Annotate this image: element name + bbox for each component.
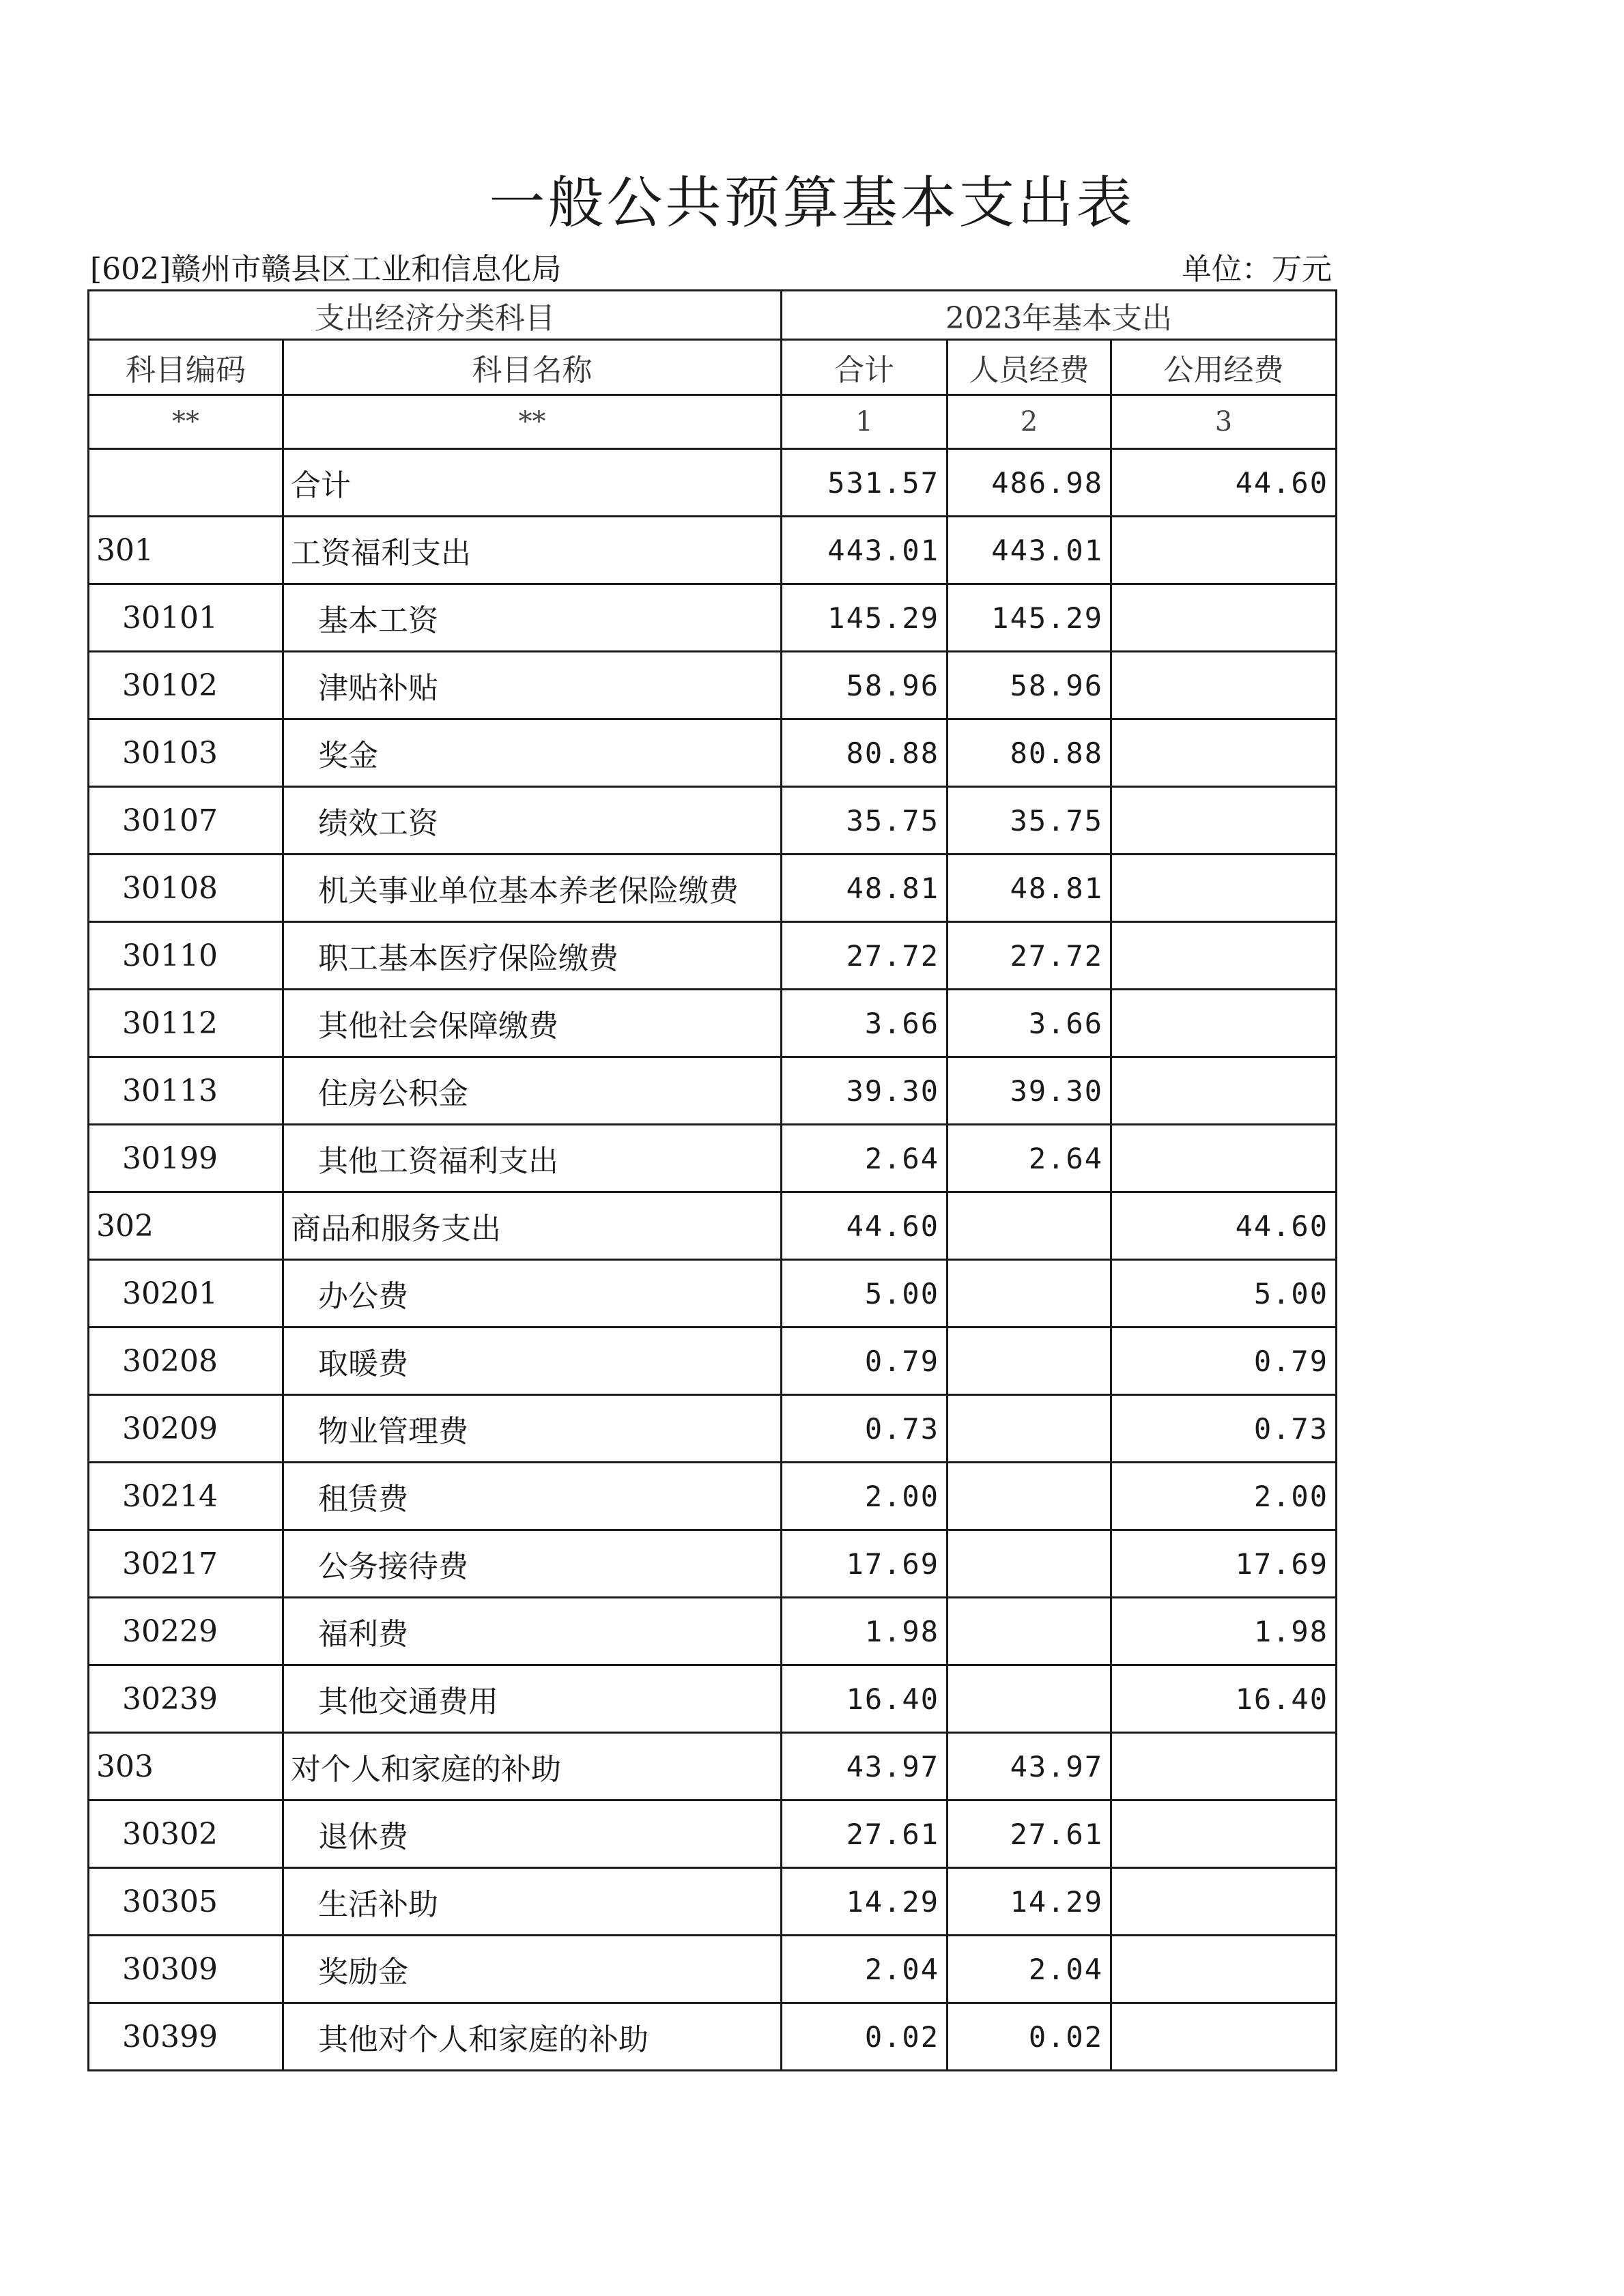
cell-personnel: 80.88 xyxy=(948,719,1111,787)
cell-total: 16.40 xyxy=(782,1665,948,1733)
header-col-name: 科目名称 xyxy=(283,340,782,395)
header-col-total: 合计 xyxy=(782,340,948,395)
cell-code: 30302 xyxy=(89,1800,283,1868)
header-col-personnel: 人员经费 xyxy=(948,340,1111,395)
cell-total: 3.66 xyxy=(782,990,948,1057)
cell-total: 1.98 xyxy=(782,1598,948,1665)
cell-total: 531.57 xyxy=(782,449,948,517)
cell-code: 30309 xyxy=(89,1936,283,2003)
table-row xyxy=(89,1192,1337,1260)
cell-total: 2.64 xyxy=(782,1125,948,1192)
cell-public: 0.73 xyxy=(1111,1395,1337,1463)
table-row xyxy=(89,1057,1337,1125)
cell-personnel: 43.97 xyxy=(948,1733,1111,1800)
cell-personnel xyxy=(948,1328,1111,1395)
cell-name: 奖励金 xyxy=(283,1936,782,2003)
cell-total: 80.88 xyxy=(782,719,948,787)
cell-public xyxy=(1111,1125,1337,1192)
cell-name: 对个人和家庭的补助 xyxy=(283,1733,782,1800)
table-row xyxy=(89,990,1337,1057)
cell-total: 443.01 xyxy=(782,517,948,584)
cell-code: 30208 xyxy=(89,1328,283,1395)
cell-code: 30217 xyxy=(89,1530,283,1598)
cell-public xyxy=(1111,1936,1337,2003)
cell-total: 0.02 xyxy=(782,2003,948,2071)
table-row xyxy=(89,1328,1337,1395)
table-row xyxy=(89,2003,1337,2071)
cell-name: 福利费 xyxy=(283,1598,782,1665)
cell-total: 27.61 xyxy=(782,1800,948,1868)
cell-name: 津贴补贴 xyxy=(283,652,782,719)
header-idx-code: ** xyxy=(89,395,283,449)
cell-name: 合计 xyxy=(283,449,782,517)
cell-total: 43.97 xyxy=(782,1733,948,1800)
cell-name: 物业管理费 xyxy=(283,1395,782,1463)
cell-total: 14.29 xyxy=(782,1868,948,1936)
table-row xyxy=(89,1125,1337,1192)
cell-total: 0.79 xyxy=(782,1328,948,1395)
cell-code: 30101 xyxy=(89,584,283,652)
cell-public xyxy=(1111,517,1337,584)
cell-name: 退休费 xyxy=(283,1800,782,1868)
cell-personnel: 39.30 xyxy=(948,1057,1111,1125)
cell-public xyxy=(1111,1733,1337,1800)
cell-total: 27.72 xyxy=(782,922,948,990)
cell-public xyxy=(1111,719,1337,787)
cell-name: 其他社会保障缴费 xyxy=(283,990,782,1057)
cell-name: 生活补助 xyxy=(283,1868,782,1936)
cell-total: 58.96 xyxy=(782,652,948,719)
table-row xyxy=(89,1530,1337,1598)
table-row xyxy=(89,1260,1337,1328)
cell-personnel xyxy=(948,1192,1111,1260)
table-row xyxy=(89,449,1337,517)
cell-code: 30399 xyxy=(89,2003,283,2071)
header-group-left: 支出经济分类科目 xyxy=(89,291,782,340)
cell-public: 0.79 xyxy=(1111,1328,1337,1395)
cell-personnel xyxy=(948,1463,1111,1530)
unit-label: 单位：万元 xyxy=(1182,252,1332,287)
header-idx-personnel: 2 xyxy=(948,395,1111,449)
cell-personnel: 443.01 xyxy=(948,517,1111,584)
table-row xyxy=(89,922,1337,990)
unit-name: [602]赣州市赣县区工业和信息化局 xyxy=(90,252,562,287)
cell-personnel: 2.64 xyxy=(948,1125,1111,1192)
cell-personnel: 3.66 xyxy=(948,990,1111,1057)
cell-code: 30112 xyxy=(89,990,283,1057)
cell-personnel: 58.96 xyxy=(948,652,1111,719)
cell-public xyxy=(1111,1868,1337,1936)
cell-public: 2.00 xyxy=(1111,1463,1337,1530)
cell-personnel xyxy=(948,1598,1111,1665)
table-row xyxy=(89,1733,1337,1800)
cell-personnel: 0.02 xyxy=(948,2003,1111,2071)
page-title: 一般公共预算基本支出表 xyxy=(489,171,1135,235)
cell-personnel xyxy=(948,1260,1111,1328)
cell-name: 公务接待费 xyxy=(283,1530,782,1598)
cell-code: 30110 xyxy=(89,922,283,990)
cell-public xyxy=(1111,652,1337,719)
cell-public xyxy=(1111,1057,1337,1125)
cell-total: 17.69 xyxy=(782,1530,948,1598)
budget-table xyxy=(87,289,1337,2071)
header-idx-name: ** xyxy=(283,395,782,449)
cell-personnel: 27.72 xyxy=(948,922,1111,990)
cell-public xyxy=(1111,922,1337,990)
cell-code: 303 xyxy=(89,1733,283,1800)
cell-public xyxy=(1111,1800,1337,1868)
cell-name: 其他工资福利支出 xyxy=(283,1125,782,1192)
header-idx-public: 3 xyxy=(1111,395,1337,449)
cell-personnel: 48.81 xyxy=(948,855,1111,922)
cell-public xyxy=(1111,584,1337,652)
table-row xyxy=(89,1598,1337,1665)
cell-personnel: 35.75 xyxy=(948,787,1111,855)
table-row xyxy=(89,787,1337,855)
table-row xyxy=(89,719,1337,787)
cell-total: 2.00 xyxy=(782,1463,948,1530)
cell-total: 0.73 xyxy=(782,1395,948,1463)
cell-code: 30103 xyxy=(89,719,283,787)
cell-code: 30209 xyxy=(89,1395,283,1463)
cell-public: 44.60 xyxy=(1111,449,1337,517)
cell-name: 机关事业单位基本养老保险缴费 xyxy=(283,855,782,922)
cell-name: 商品和服务支出 xyxy=(283,1192,782,1260)
cell-name: 取暖费 xyxy=(283,1328,782,1395)
table-row xyxy=(89,1395,1337,1463)
cell-public: 44.60 xyxy=(1111,1192,1337,1260)
cell-public xyxy=(1111,2003,1337,2071)
cell-total: 2.04 xyxy=(782,1936,948,2003)
header-group-row xyxy=(89,291,1337,340)
cell-code: 30113 xyxy=(89,1057,283,1125)
cell-total: 145.29 xyxy=(782,584,948,652)
cell-public: 16.40 xyxy=(1111,1665,1337,1733)
cell-name: 基本工资 xyxy=(283,584,782,652)
cell-name: 办公费 xyxy=(283,1260,782,1328)
cell-personnel: 2.04 xyxy=(948,1936,1111,2003)
cell-name: 奖金 xyxy=(283,719,782,787)
cell-name: 职工基本医疗保险缴费 xyxy=(283,922,782,990)
cell-name: 住房公积金 xyxy=(283,1057,782,1125)
cell-personnel xyxy=(948,1665,1111,1733)
cell-public: 5.00 xyxy=(1111,1260,1337,1328)
cell-name: 工资福利支出 xyxy=(283,517,782,584)
cell-total: 48.81 xyxy=(782,855,948,922)
cell-code: 30239 xyxy=(89,1665,283,1733)
cell-total: 39.30 xyxy=(782,1057,948,1125)
cell-code: 30214 xyxy=(89,1463,283,1530)
cell-name: 其他交通费用 xyxy=(283,1665,782,1733)
cell-personnel xyxy=(948,1530,1111,1598)
cell-code: 302 xyxy=(89,1192,283,1260)
header-col-public: 公用经费 xyxy=(1111,340,1337,395)
table-row xyxy=(89,652,1337,719)
cell-name: 绩效工资 xyxy=(283,787,782,855)
cell-code: 30107 xyxy=(89,787,283,855)
cell-total: 5.00 xyxy=(782,1260,948,1328)
cell-code: 301 xyxy=(89,517,283,584)
header-columns-row xyxy=(89,340,1337,395)
cell-total: 44.60 xyxy=(782,1192,948,1260)
cell-public xyxy=(1111,855,1337,922)
cell-personnel xyxy=(948,1395,1111,1463)
table-row xyxy=(89,517,1337,584)
cell-public xyxy=(1111,990,1337,1057)
cell-name: 其他对个人和家庭的补助 xyxy=(283,2003,782,2071)
cell-personnel: 27.61 xyxy=(948,1800,1111,1868)
cell-total: 35.75 xyxy=(782,787,948,855)
cell-personnel: 14.29 xyxy=(948,1868,1111,1936)
table-row xyxy=(89,855,1337,922)
cell-code: 30102 xyxy=(89,652,283,719)
header-idx-total: 1 xyxy=(782,395,948,449)
header-index-row xyxy=(89,395,1337,449)
cell-code: 30229 xyxy=(89,1598,283,1665)
cell-code: 30305 xyxy=(89,1868,283,1936)
cell-code xyxy=(89,449,283,517)
cell-code: 30108 xyxy=(89,855,283,922)
table-row xyxy=(89,1936,1337,2003)
cell-code: 30201 xyxy=(89,1260,283,1328)
cell-name: 租赁费 xyxy=(283,1463,782,1530)
table-row xyxy=(89,1800,1337,1868)
cell-personnel: 145.29 xyxy=(948,584,1111,652)
table-row xyxy=(89,584,1337,652)
cell-public: 17.69 xyxy=(1111,1530,1337,1598)
cell-personnel: 486.98 xyxy=(948,449,1111,517)
cell-public: 1.98 xyxy=(1111,1598,1337,1665)
cell-public xyxy=(1111,787,1337,855)
table-row xyxy=(89,1463,1337,1530)
table-row xyxy=(89,1868,1337,1936)
table-row xyxy=(89,1665,1337,1733)
header-col-code: 科目编码 xyxy=(89,340,283,395)
header-group-right: 2023年基本支出 xyxy=(782,291,1337,340)
cell-code: 30199 xyxy=(89,1125,283,1192)
